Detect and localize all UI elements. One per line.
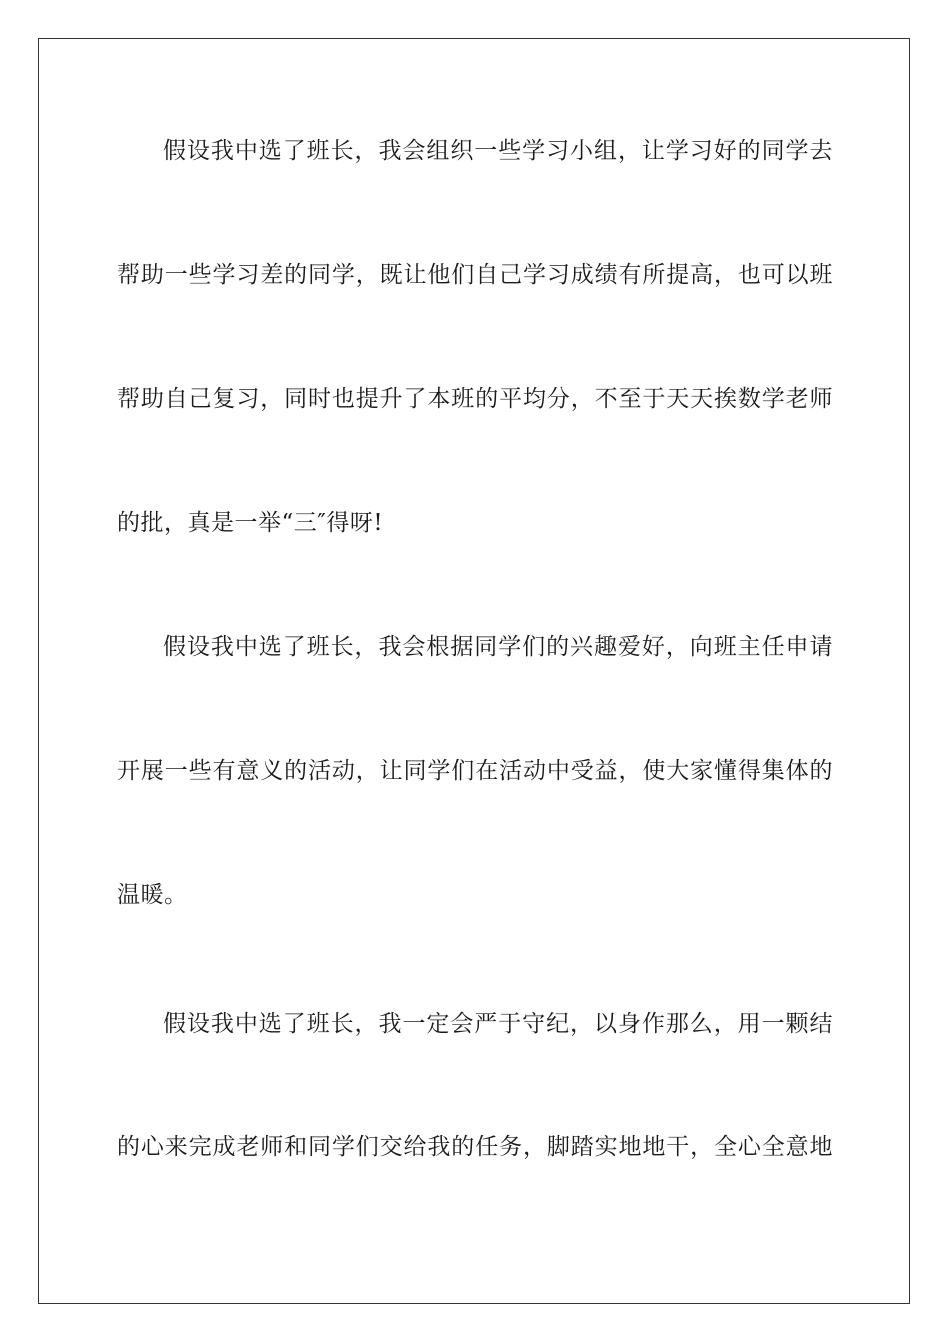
paragraph-1-line-1: 假设我中选了班长，我会组织一些学习小组，让学习好的同学去 — [163, 138, 833, 164]
paragraph-2-line-1: 假设我中选了班长，我会根据同学们的兴趣爱好，向班主任申请 — [163, 634, 833, 660]
paragraph-2-line-3: 温暖。 — [117, 882, 188, 908]
paragraph-1-line-2: 帮助一些学习差的同学，既让他们自己学习成绩有所提高，也可以班 — [117, 262, 833, 288]
paragraph-1-line-4: 的批，真是一举“三″得呀! — [117, 510, 384, 536]
paragraph-3-line-1: 假设我中选了班长，我一定会严于守纪，以身作那么，用一颗结 — [163, 1011, 833, 1037]
paragraph-3-line-2: 的心来完成老师和同学们交给我的任务，脚踏实地地干，全心全意地 — [117, 1134, 833, 1160]
paragraph-1-line-3: 帮助自己复习，同时也提升了本班的平均分，不至于天天挨数学老师 — [117, 386, 833, 412]
document-page — [38, 38, 910, 1304]
paragraph-2-line-2: 开展一些有意义的活动，让同学们在活动中受益，使大家懂得集体的 — [117, 758, 833, 784]
